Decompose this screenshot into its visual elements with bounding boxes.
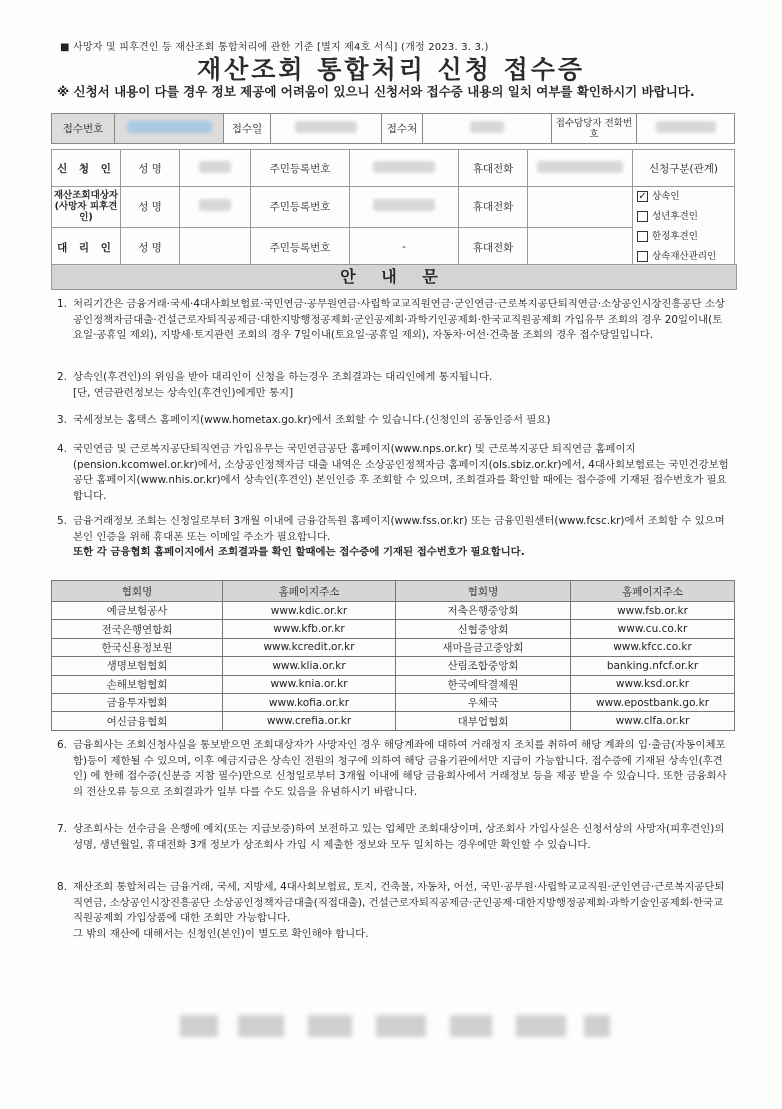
homepage-link[interactable]: www.knia.or.kr <box>223 675 396 693</box>
id-label: 주민등록번호 <box>251 227 350 268</box>
category-heir[interactable]: ✓ 상속인 <box>638 191 680 202</box>
guide-item-2: 2. 상속인(후견인)의 위임을 받아 대리인이 신청을 하는경우 조회결과는 대리인에게 통지됩니다. [단, 연금관련정보는 상속인(후견인)에게만 통지] <box>57 371 493 399</box>
id-value: - <box>350 227 459 268</box>
homepage-link[interactable]: www.ksd.or.kr <box>571 675 735 693</box>
name-label: 성 명 <box>121 150 180 187</box>
redacted-stamp <box>180 1015 610 1039</box>
table-row: 한국신용정보원 www.kcredit.or.kr 새마을금고중앙회 www.kfcc.co.kr <box>52 638 735 656</box>
homepage-link[interactable]: www.cu.co.kr <box>571 620 735 638</box>
homepage-link[interactable]: www.epostbank.go.kr <box>571 693 735 711</box>
guide-item-7: 7. 상조회사는 선수금을 은행에 예치(또는 지급보증)하여 보전하고 있는 업체만 조회대상이며, 상조회사 가입사실은 신청서상의 사망자(피후견인)의 성명, 생년월일, 휴대전화 3개 정보가 상조회사 가입 시 제출한 정보와 모두 일치하는 경우에만 확인할 수 있습니다. <box>57 823 725 851</box>
id-value <box>350 187 459 228</box>
notice-text: ※ 신청서 내용이 다를 경우 정보 제공에 어려움이 있으니 신청서와 접수증 내용의 일치 여부를 확인하시기 바랍니다. <box>57 84 695 99</box>
receipt-number-value <box>115 114 224 144</box>
table-row: 생명보험협회 www.klia.or.kr 산림조합중앙회 banking.nfcf.or.kr <box>52 657 735 675</box>
name-value <box>180 187 251 228</box>
checkbox-icon[interactable] <box>637 211 648 222</box>
phone-label: 휴대전화 <box>459 227 528 268</box>
role-agent: 대 리 인 <box>52 227 121 268</box>
category-adult-guardian[interactable]: 성년후견인 <box>637 207 734 227</box>
table-row: 손해보험협회 www.knia.or.kr 한국예탁결제원 www.ksd.or.kr <box>52 675 735 693</box>
category-options <box>633 187 735 268</box>
receipt-number-label: 접수번호 <box>52 114 115 144</box>
category-label: 신청구분(관계) <box>633 150 735 187</box>
header-homepage: 홈페이지주소 <box>571 581 735 602</box>
association-table <box>51 580 735 731</box>
guide-item-5: 5. 금융거래정보 조회는 신청일로부터 3개월 이내에 금융감독원 홈페이지(www.fss.or.kr) 또는 금융민원센터(www.fcsc.kr)에서 조회할 수 있으며 본인 인증을 위해 휴대폰 또는 이메일 주소가 필요합니다. 또한 각 금융협회 홈페이지에서 조회결과를 확인 할때에는 접수증에 기재된 접수번호가 필요합니다. <box>57 515 725 559</box>
header-association: 협회명 <box>52 581 223 602</box>
homepage-link[interactable]: www.kfcc.co.kr <box>571 638 735 656</box>
form-reference: ■ 사망자 및 피후견인 등 재산조회 통합처리에 관한 기준 [별지 제4호 서식] (개정 2023. 3. 3.) <box>60 42 489 53</box>
role-subject: 재산조회대상자(사망자 피후견인) <box>52 187 121 228</box>
guide-item-8: 8. 재산조회 통합처리는 금융거래, 국세, 지방세, 4대사회보험료, 토지, 건축물, 자동차, 어선, 국민·공무원·사립학교교직원·군인연금·근로복지공단퇴직연금, 소상공인시장진흥공단 소상공인정책자금대출(직접대출), 건설근로자퇴직공제금·군인공제·대한지방행정공제회·과학기술인공제회·한국교직원공제회 가입상품에 대한 조회만 가능합니다. 그 밖의 재산에 대해서는 신청인(본인)이 별도로 확인해야 합니다. <box>57 881 725 940</box>
applicant-table <box>51 149 735 268</box>
guide-item-4: 4. 국민연금 및 근로복지공단퇴직연금 가입유무는 국민연금공단 홈페이지(www.nps.or.kr) 및 근로복지공단 퇴직연금 홈페이지(pension.kcomwel.or.kr)에서, 소상공인정책자금 대출 내역은 소상공인정책자금 홈페이지(ols.sbiz.or.kr)에서, 4대사회보험료는 국민건강보험공단 홈페이지(www.nhis.or.kr)에서 상속인(후견인) 본인인증 후 조회할 수 있으며, 조회결과를 확인할 때에는 접수증에 기재된 접수번호가 필요합니다. <box>57 443 729 502</box>
homepage-link[interactable]: www.kdic.or.kr <box>223 602 396 620</box>
name-value <box>180 150 251 187</box>
homepage-link[interactable]: banking.nfcf.or.kr <box>571 657 735 675</box>
phone-value <box>528 227 633 268</box>
header-association: 협회명 <box>396 581 571 602</box>
phone-label: 휴대전화 <box>459 187 528 228</box>
table-row: 여신금융협회 www.crefia.or.kr 대부업협회 www.clfa.or.kr <box>52 712 735 730</box>
category-limited-guardian[interactable]: 한정후견인 <box>637 227 734 247</box>
checkbox-icon[interactable] <box>637 251 648 262</box>
homepage-link[interactable]: www.fsb.or.kr <box>571 602 735 620</box>
id-value <box>350 150 459 187</box>
id-label: 주민등록번호 <box>251 187 350 228</box>
receipt-date-label: 접수일 <box>224 114 271 144</box>
guide-title: 안 내 문 <box>51 264 737 290</box>
guide-item-6: 6. 금융회사는 조회신청사실을 통보받으면 조회대상자가 사망자인 경우 해당계좌에 대하여 거래정지 조치를 취하여 해당 계좌의 입·출금(자동이체포함)등이 제한될 수 있으며, 이후 예금지급은 상속인 전원의 청구에 의하여 해당 금융기관에서만 지급이 가능합니다. 접수증에 기재된 상속인(후견인) 에 한해 접수증(신분증 지참 필수)만으로 신청일로부터 3개월 이내에 해당 금융회사에서 거래정보 등을 제공 받을 수 있습니다. 또한 금융회사의 전산오류 등으로 조회결과가 일부 다를 수도 있음을 유념하시기 바랍니다. <box>57 739 727 798</box>
receipt-office-label: 접수처 <box>382 114 423 144</box>
homepage-link[interactable]: www.klia.or.kr <box>223 657 396 675</box>
checkbox-checked-icon[interactable]: ✓ <box>638 191 647 202</box>
table-row: 금융투자협회 www.kofia.or.kr 우체국 www.epostbank.go.kr <box>52 693 735 711</box>
receipt-date-value <box>271 114 382 144</box>
homepage-link[interactable]: www.kfb.or.kr <box>223 620 396 638</box>
phone-value <box>528 150 633 187</box>
document-title: 재산조회 통합처리 신청 접수증 <box>196 55 586 84</box>
homepage-link[interactable]: www.crefia.or.kr <box>223 712 396 730</box>
role-applicant: 신 청 인 <box>52 150 121 187</box>
phone-label: 휴대전화 <box>459 150 528 187</box>
homepage-link[interactable]: www.kofia.or.kr <box>223 693 396 711</box>
phone-value <box>528 187 633 228</box>
homepage-link[interactable]: www.kcredit.or.kr <box>223 638 396 656</box>
name-label: 성 명 <box>121 227 180 268</box>
table-row: 예금보험공사 www.kdic.or.kr 저축은행중앙회 www.fsb.or.kr <box>52 602 735 620</box>
name-label: 성 명 <box>121 187 180 228</box>
officer-phone-value <box>637 114 735 144</box>
officer-phone-label: 접수담당자 전화번호 <box>552 114 637 144</box>
receipt-info-table <box>51 113 735 144</box>
receipt-office-value <box>423 114 552 144</box>
homepage-link[interactable]: www.clfa.or.kr <box>571 712 735 730</box>
checkbox-icon[interactable] <box>637 231 648 242</box>
guide-item-1: 1. 처리기간은 금융거래·국세·4대사회보험료·국민연금·공무원연금·사립학교교직원연금·군인연금·근로복지공단퇴직연금·소상공인시장진흥공단 소상공인정책자금대출·건설근로자퇴직공제금·대한지방행정공제회·군인공제회·과학기인공제회·한국교직원공제회 가입유무 조회의 경우 20일이내(토요일·공휴일 제외), 지방세·토지관련 조회의 경우 7일이내(토요일·공휴일 제외), 자동차·어선·건축물 조회의 경우 접수당일입니다. <box>57 298 725 342</box>
header-homepage: 홈페이지주소 <box>223 581 396 602</box>
category-estate-administrator[interactable]: 상속재산관리인 <box>637 247 734 267</box>
id-label: 주민등록번호 <box>251 150 350 187</box>
guide-item-3: 3. 국세정보는 홈택스 홈페이지(www.hometax.go.kr)에서 조회할 수 있습니다.(신청인의 공동인증서 필요) <box>57 414 551 426</box>
table-row: 전국은행연합회 www.kfb.or.kr 신협중앙회 www.cu.co.kr <box>52 620 735 638</box>
name-value <box>180 227 251 268</box>
